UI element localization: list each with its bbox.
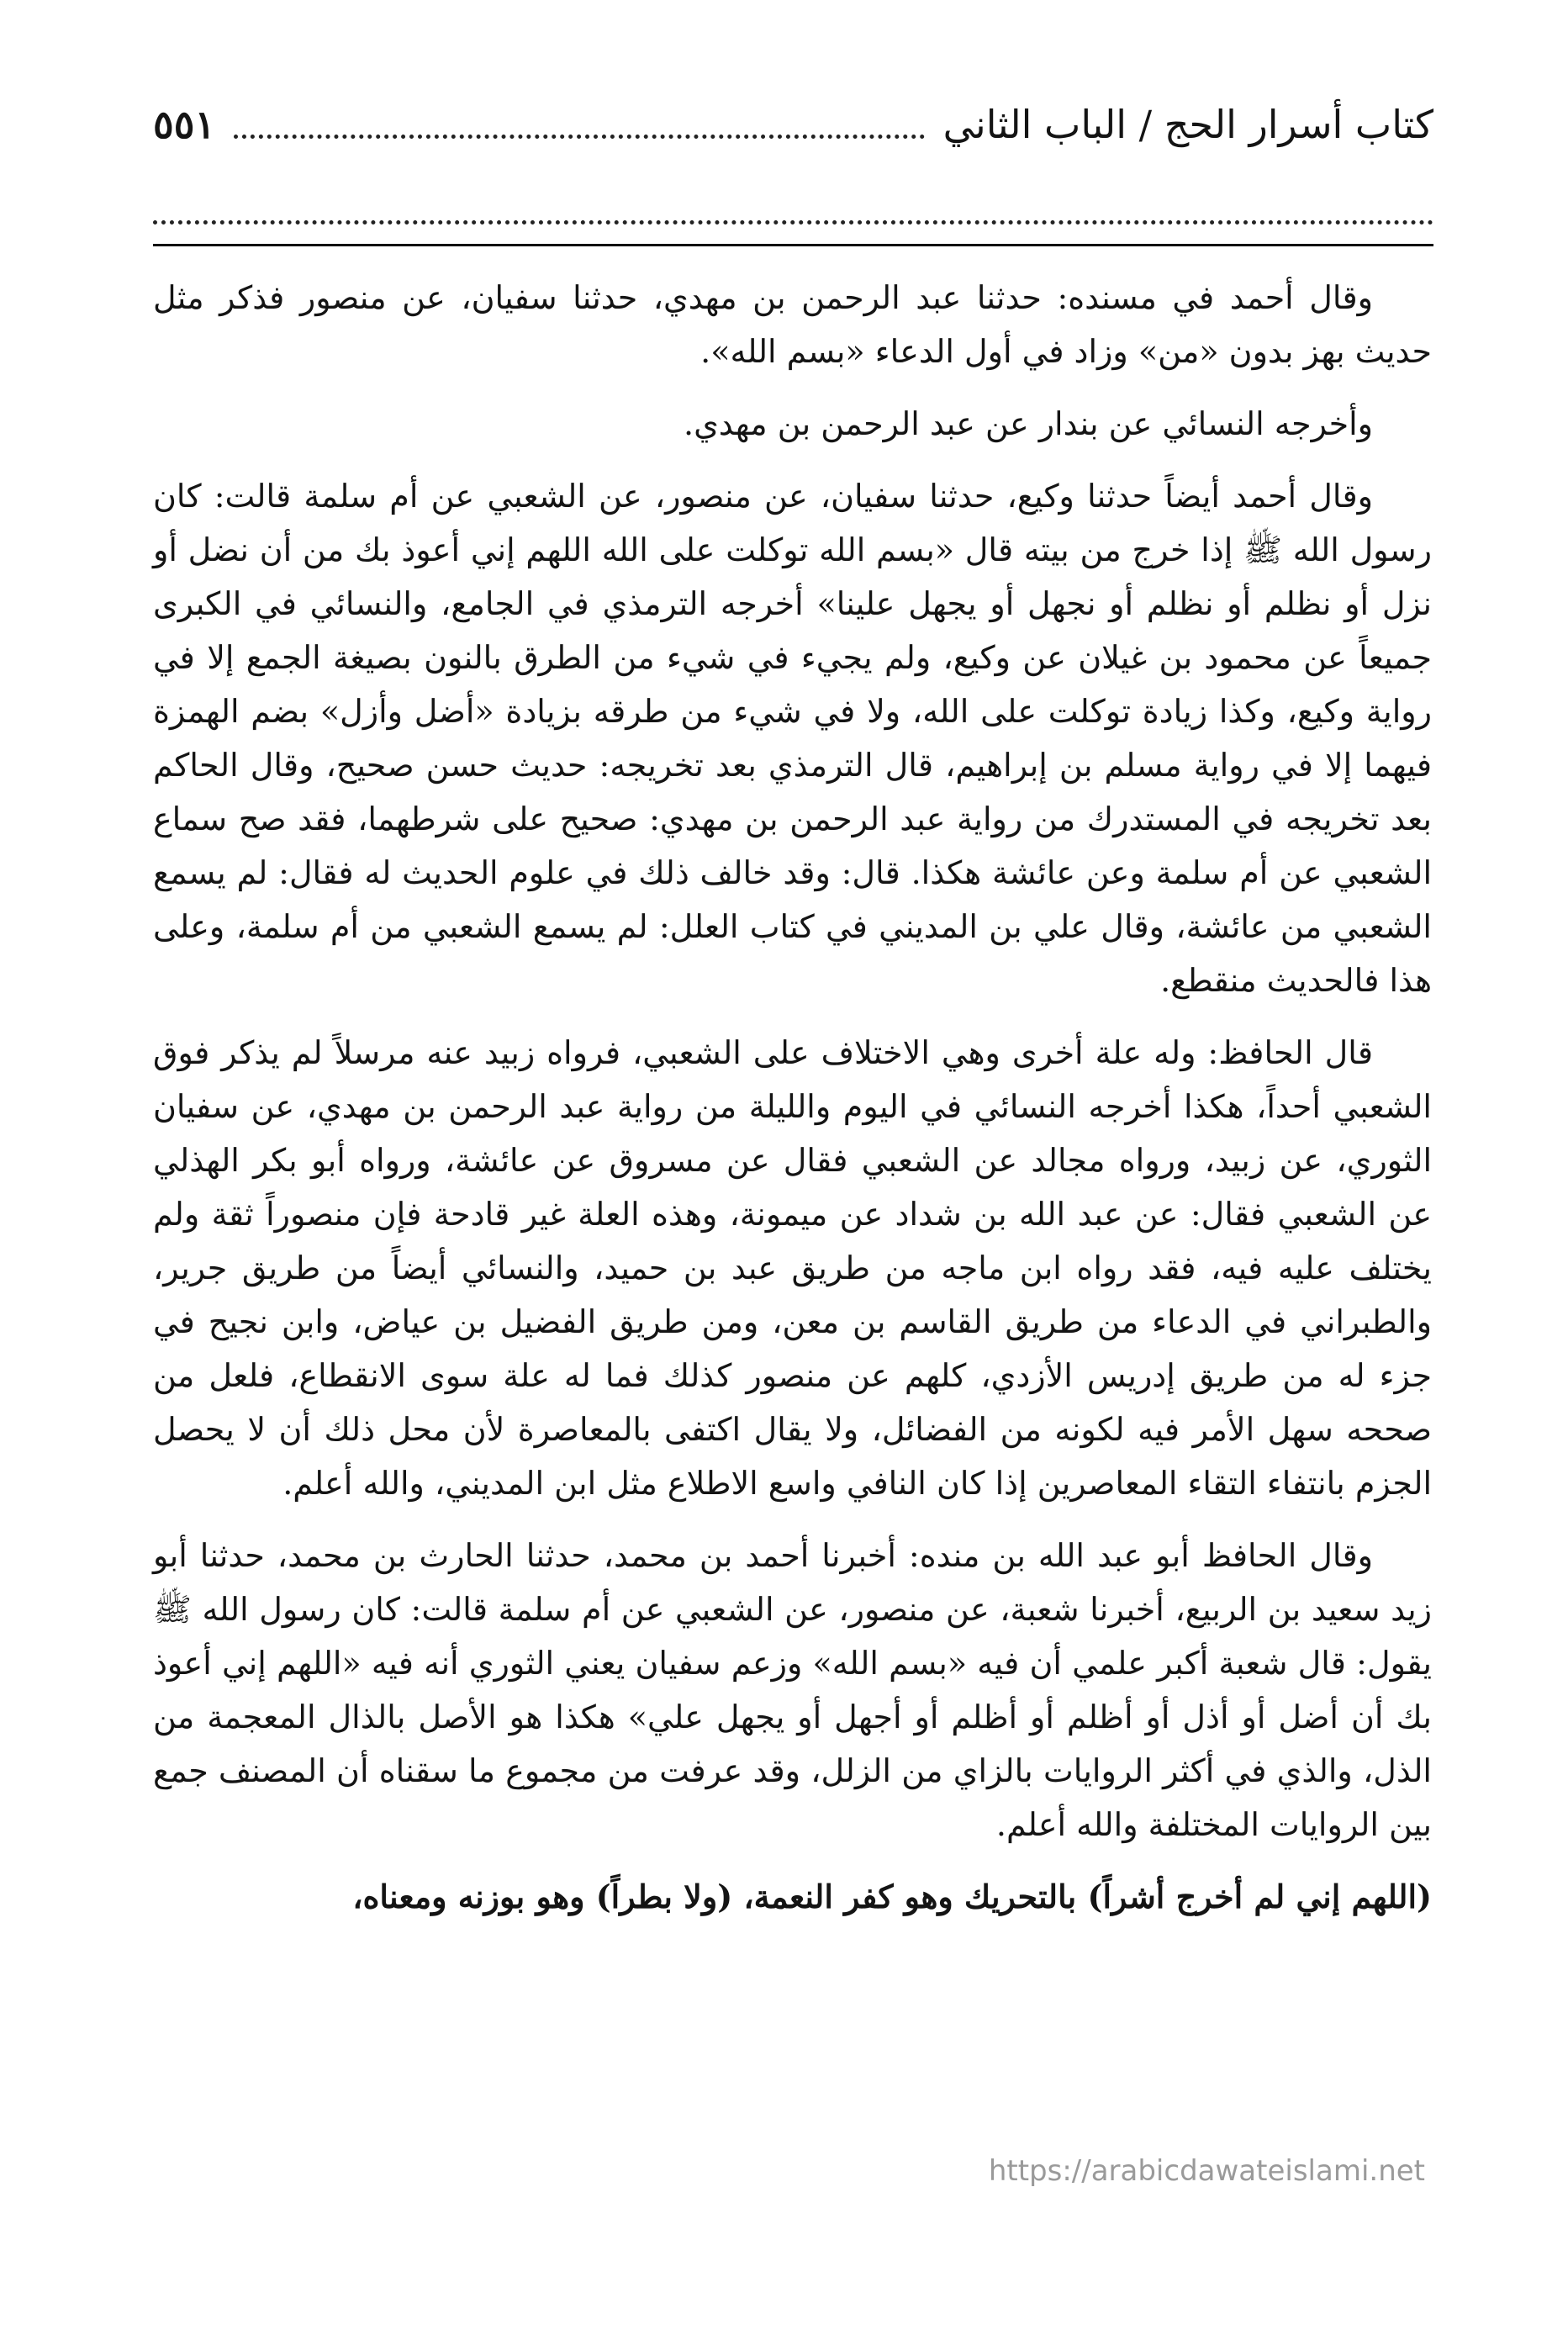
paragraph: وقال الحافظ أبو عبد الله بن منده: أخبرنا أحمد بن محمد، حدثنا الحارث بن محمد، حدثنا أبو زيد سعيد بن الربيع، أخبرنا شعبة، عن منصور، عن الشعبي عن أم سلمة قالت: كان رسول الله ﷺ يقول: قال شعبة أكبر علمي أن فيه «بسم الله» وزعم سفيان يعني الثوري أنه فيه «اللهم إني أعوذ بك أن أضل أو أذل أو أظلم أو أظلم أو أجهل أو يجهل علي» هكذا هو الأصل بالذال المعجمة من الذل، والذي في أكثر الروايات بالزاي من الزلل، وقد عرفت من مجموع ما سقناه أن المصنف جمع بين الروايات المختلفة والله أعلم.: [153, 1537, 1432, 1843]
final-line: (اللهم إني لم أخرج أشراً) بالتحريك وهو كفر النعمة، (ولا بطراً) وهو بوزنه ومعناه،: [352, 1878, 1432, 1915]
page-header: [153, 91, 1433, 158]
page-number: ٥٥١: [153, 102, 216, 147]
header-dotted-divider: [153, 220, 1433, 225]
watermark-url: https://arabicdawateislami.net: [988, 2154, 1425, 2188]
paragraph: وقال أحمد في مسنده: حدثنا عبد الرحمن بن مهدي، حدثنا سفيان، عن منصور فذكر مثل حديث بهز بدون «من» وزاد في أول الدعاء «بسم الله».: [153, 279, 1432, 370]
page-body: [153, 271, 1432, 1942]
paragraph: وأخرجه النسائي عن بندار عن عبد الرحمن بن مهدي.: [683, 405, 1373, 442]
paragraph: وقال أحمد أيضاً حدثنا وكيع، حدثنا سفيان، عن منصور، عن الشعبي عن أم سلمة قالت: كان رسول الله ﷺ إذا خرج من بيته قال «بسم الله توكلت على الله اللهم إني أعوذ بك من أن نضل أو نزل أو نظلم أو نظلم أو نجهل أو يجهل علينا» أخرجه الترمذي في الجامع، والنسائي في الكبرى جميعاً عن محمود بن غيلان عن وكيع، ولم يجيء في شيء من الطرق بالنون بصيغة الجمع إلا في رواية وكيع، وكذا زيادة توكلت على الله، ولا في شيء من طرقه بزيادة «أضل وأزل» بضم الهمزة فيهما إلا في رواية مسلم بن إبراهيم، قال الترمذي بعد تخريجه: حديث حسن صحيح، وقال الحاكم بعد تخريجه في المستدرك من رواية عبد الرحمن بن مهدي: صحيح على شرطهما، فقد صح سماع الشعبي عن أم سلمة وعن عائشة هكذا. قال: وقد خالف ذلك في علوم الحديث له فقال: لم يسمع الشعبي من عائشة، وقال علي بن المديني في كتاب العلل: لم يسمع الشعبي من أم سلمة، وعلى هذا فالحديث منقطع.: [153, 478, 1433, 999]
header-leader-dots: [234, 135, 924, 139]
running-title: كتاب أسرار الحج / الباب الثاني: [942, 102, 1433, 147]
paragraph: قال الحافظ: وله علة أخرى وهي الاختلاف على الشعبي، فرواه زبيد عنه مرسلاً لم يذكر فوق الشعبي أحداً، هكذا أخرجه النسائي في اليوم والليلة من رواية عبد الرحمن بن مهدي، عن سفيان الثوري، عن زبيد، ورواه مجالد عن الشعبي فقال عن مسروق عن عائشة، ورواه أبو بكر الهذلي عن الشعبي فقال: عن عبد الله بن شداد عن ميمونة، وهذه العلة غير قادحة فإن منصوراً ثقة ولم يختلف عليه فيه، فقد رواه ابن ماجه من طريق عبد بن حميد، والنسائي أيضاً من طريق جرير، والطبراني في الدعاء من طريق القاسم بن معن، ومن طريق الفضيل بن عياض، وابن نجيح في جزء له من طريق إدريس الأزدي، كلهم عن منصور كذلك فما له علة سوى الانقطاع، فلعل من صححه سهل الأمر فيه لكونه من الفضائل، ولا يقال اكتفى بالمعاصرة لأن محل ذلك أن لا يحصل الجزم بانتفاء التقاء المعاصرين إذا كان النافي واسع الاطلاع مثل ابن المديني، والله أعلم.: [153, 1034, 1432, 1502]
header-rule: [153, 244, 1433, 246]
